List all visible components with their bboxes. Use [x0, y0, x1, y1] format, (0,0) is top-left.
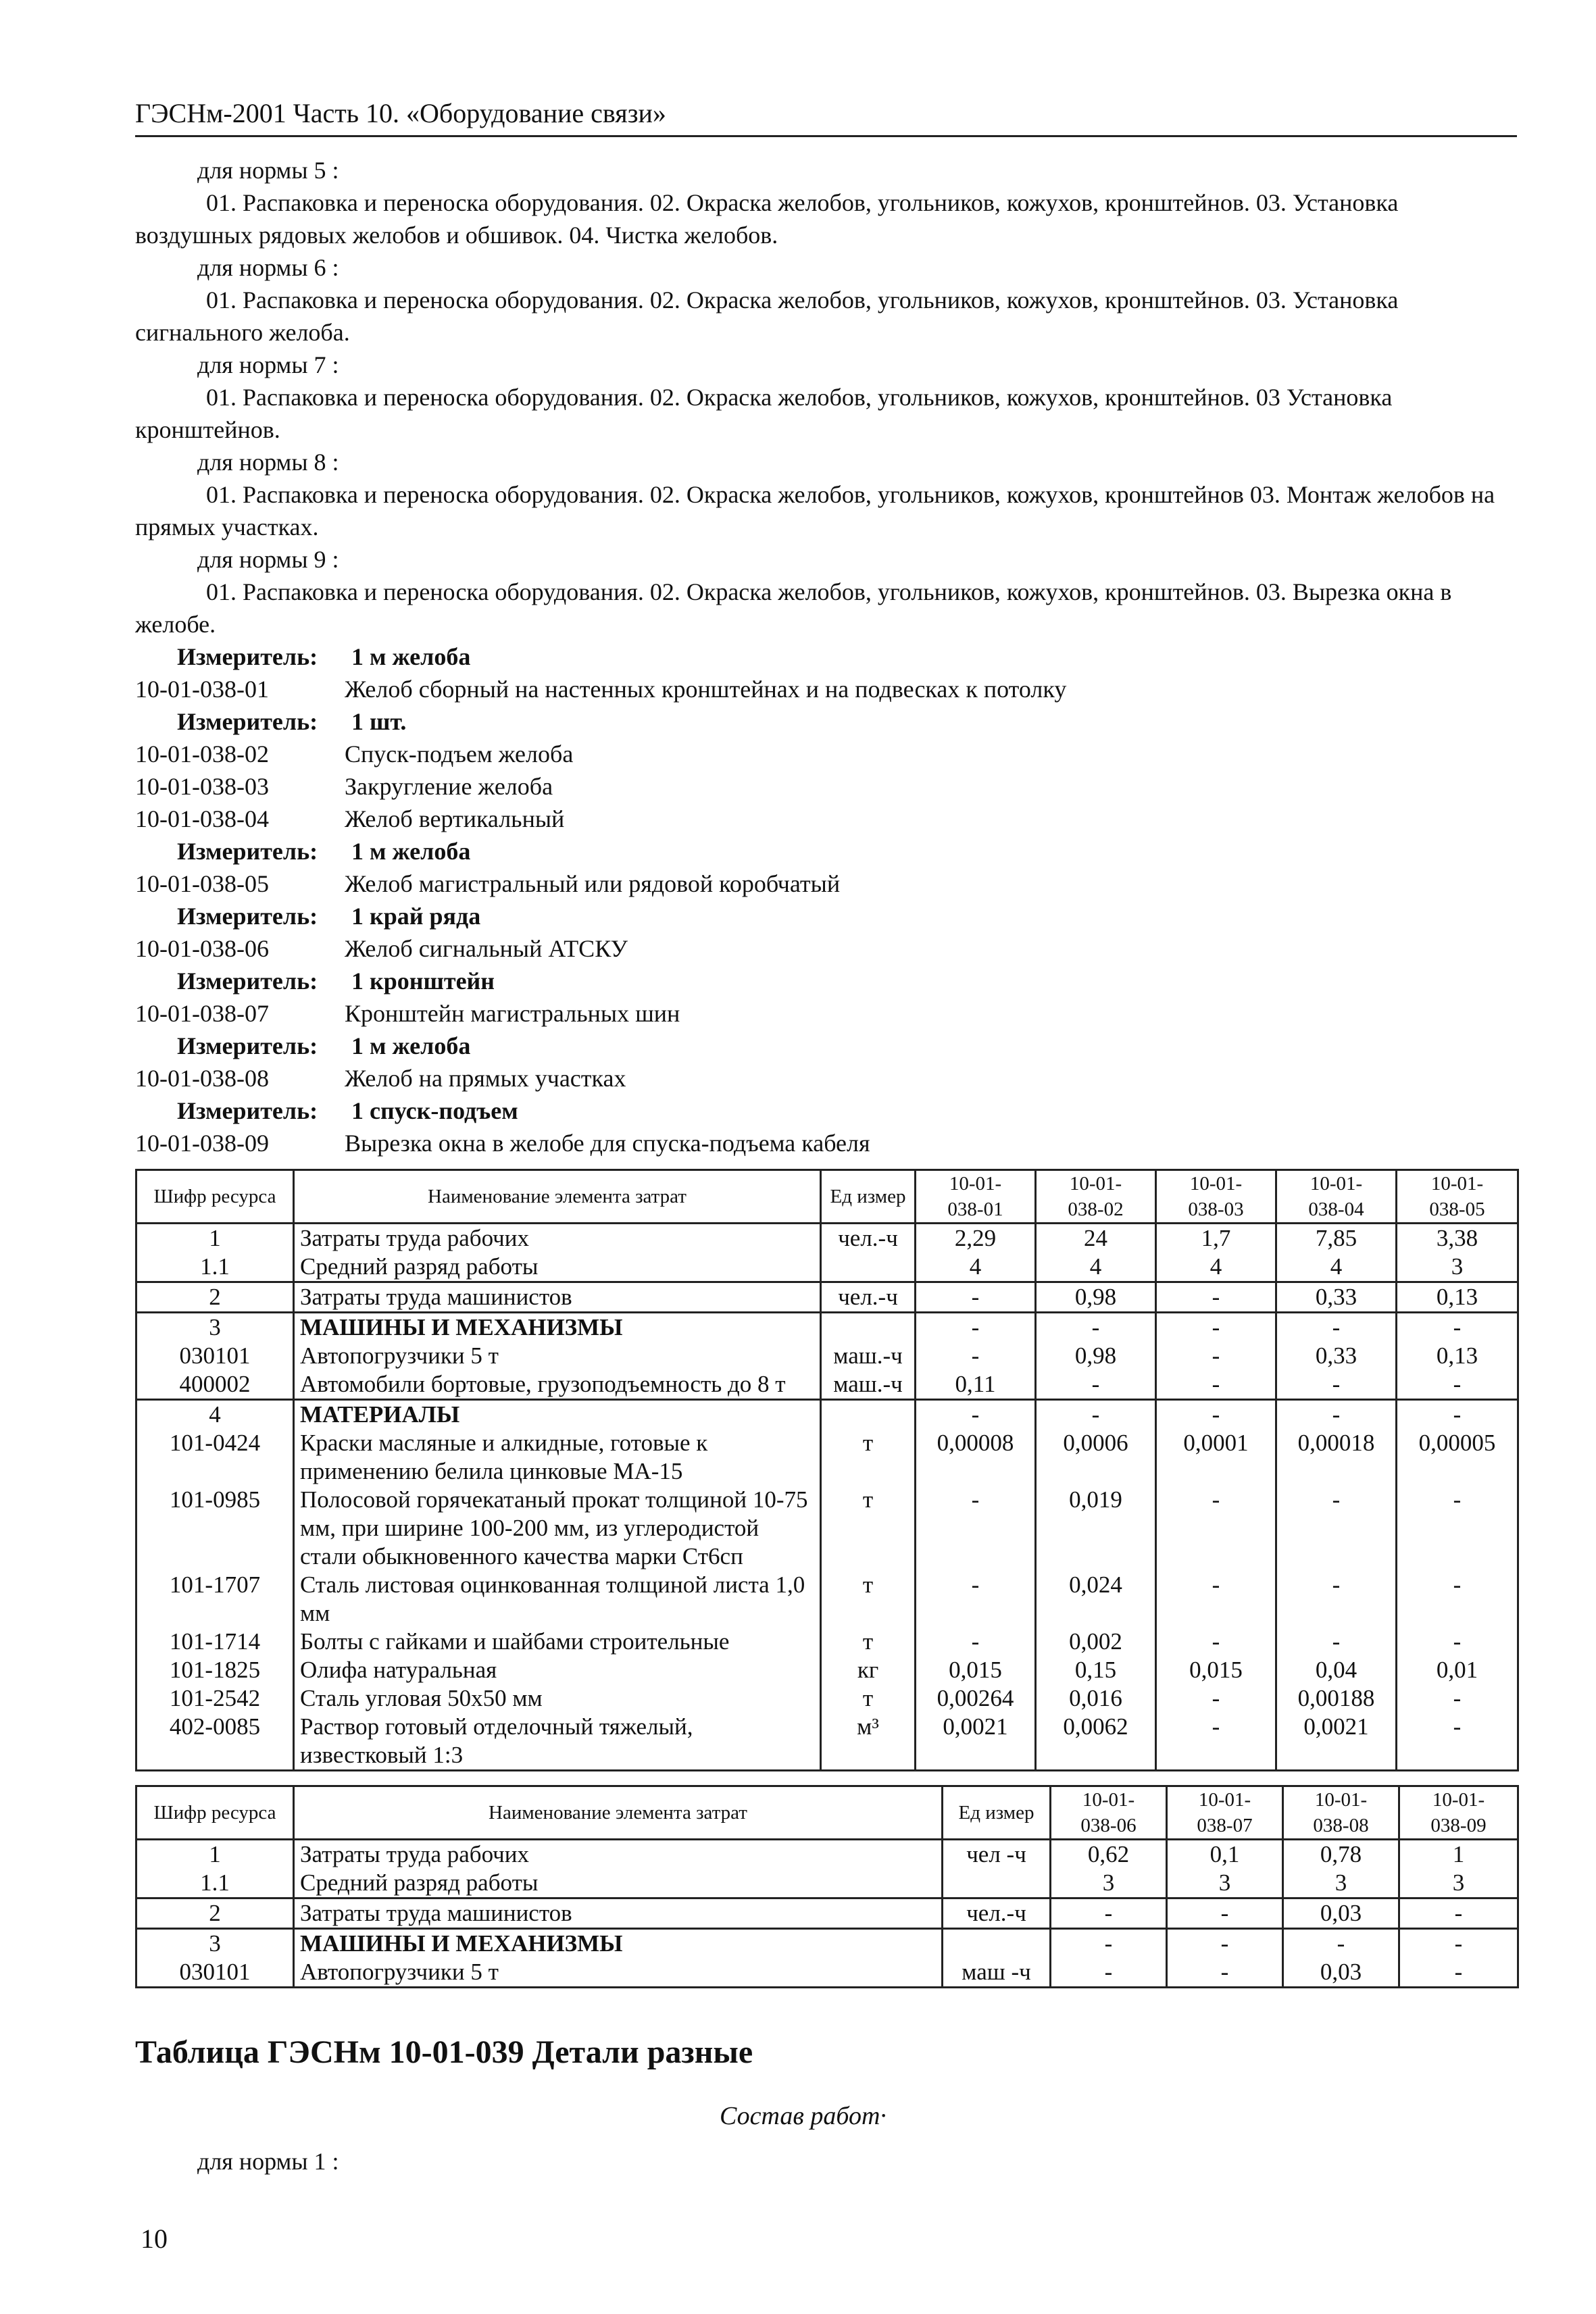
table-cell: 1,7	[1156, 1224, 1276, 1253]
table-cell: -	[1167, 1898, 1283, 1929]
table-cell: -	[1397, 1400, 1518, 1430]
table-cell: 2	[136, 1898, 294, 1929]
table-cell: -	[1051, 1898, 1167, 1929]
table-header-row	[136, 1170, 1518, 1224]
norm-item	[135, 673, 1517, 705]
table-cell: 0,015	[916, 1656, 1036, 1684]
norm-name: Кронштейн магистральных шин	[345, 1000, 680, 1027]
table-cell: -	[1156, 1313, 1276, 1342]
table-row	[136, 1898, 1518, 1929]
column-header: Наименование элемента затрат	[294, 1786, 943, 1840]
table-cell: -	[1397, 1684, 1518, 1713]
table-row	[136, 1571, 1518, 1628]
table-cell: 1	[136, 1224, 294, 1253]
table-cell: 3	[136, 1313, 294, 1342]
measure-list	[135, 640, 1517, 1159]
work-steps: 01. Распаковка и переноска оборудования. 02. Окраска желобов, угольников, кожухов, кронштейнов. 03. Установка воздушных рядовых желобов и обшивок. 04. Чистка желобов.	[135, 189, 1399, 249]
table-row	[136, 1929, 1518, 1959]
norm-code: 10-01-038-03	[135, 773, 269, 800]
table-row	[136, 1713, 1518, 1771]
table-cell: чел.-ч	[821, 1224, 916, 1253]
column-header: Ед измер	[821, 1170, 916, 1224]
column-header: 10-01- 038-06	[1051, 1786, 1167, 1840]
table-row	[136, 1253, 1518, 1282]
table-cell: Краски масляные и алкидные, готовые к применению белила цинковые МА-15	[294, 1429, 821, 1486]
table-cell: 030101	[136, 1342, 294, 1370]
table-row	[136, 1370, 1518, 1400]
measure-unit-row	[135, 640, 1517, 673]
norm-code: 10-01-038-01	[135, 676, 269, 703]
norm-label: для нормы 6 :	[197, 254, 339, 281]
table-cell: Автомобили бортовые, грузоподъемность до 8 т	[294, 1370, 821, 1400]
table-cell: 0,98	[1036, 1282, 1156, 1313]
table-cell: 4	[1276, 1253, 1397, 1282]
norm-item	[135, 997, 1517, 1030]
table-cell: -	[1156, 1400, 1276, 1430]
table-row	[136, 1429, 1518, 1486]
table-cell: 0,03	[1283, 1958, 1399, 1988]
table-cell: 0,33	[1276, 1342, 1397, 1370]
next-table-title: Таблица ГЭСНм 10-01-039 Детали разные	[135, 2034, 753, 2070]
table-row	[136, 1958, 1518, 1988]
table-cell: -	[916, 1342, 1036, 1370]
table-cell: 1	[136, 1840, 294, 1869]
column-header: Шифр ресурса	[136, 1170, 294, 1224]
table-cell: -	[1156, 1486, 1276, 1571]
table-cell: МАШИНЫ И МЕХАНИЗМЫ	[294, 1929, 943, 1959]
column-header: 10-01- 038-05	[1397, 1170, 1518, 1224]
table-cell: т	[821, 1486, 916, 1571]
table-row	[136, 1486, 1518, 1571]
table-cell: 1	[1399, 1840, 1518, 1869]
norm-code: 10-01-038-07	[135, 1000, 269, 1027]
norm-name: Желоб вертикальный	[345, 805, 565, 832]
table-cell: т	[821, 1628, 916, 1656]
column-header: 10-01- 038-02	[1036, 1170, 1156, 1224]
table-cell	[821, 1400, 916, 1430]
table-cell: 0,00188	[1276, 1684, 1397, 1713]
table-cell: чел.-ч	[821, 1282, 916, 1313]
table-cell: -	[1051, 1958, 1167, 1988]
table-cell: чел.-ч	[943, 1898, 1051, 1929]
table-cell: -	[1051, 1929, 1167, 1959]
norm-label: для нормы 5 :	[197, 157, 339, 184]
table-cell: 0,015	[1156, 1656, 1276, 1684]
column-header: Ед измер	[943, 1786, 1051, 1840]
table-cell	[943, 1869, 1051, 1898]
table-cell: 0,00264	[916, 1684, 1036, 1713]
table-cell: 3	[1167, 1869, 1283, 1898]
table-cell: 0,0001	[1156, 1429, 1276, 1486]
measure-label: Измеритель:	[177, 838, 318, 865]
table-cell: Затраты труда рабочих	[294, 1840, 943, 1869]
table-cell: -	[916, 1628, 1036, 1656]
work-steps: 01. Распаковка и переноска оборудования. 02. Окраска желобов, угольников, кожухов, кронштейнов 03. Монтаж желобов на прямых участках.	[135, 481, 1495, 540]
table-cell: 101-1825	[136, 1656, 294, 1684]
table-cell: -	[1276, 1571, 1397, 1628]
table-row	[136, 1342, 1518, 1370]
table-row	[136, 1684, 1518, 1713]
table-cell: кг	[821, 1656, 916, 1684]
table-cell: 0,13	[1397, 1282, 1518, 1313]
measure-unit-row	[135, 1095, 1517, 1127]
table-cell: 3	[1283, 1869, 1399, 1898]
resource-table-1	[135, 1169, 1519, 1771]
norm-item	[135, 1127, 1517, 1159]
table-cell: -	[1156, 1370, 1276, 1400]
measure-unit: 1 м желоба	[351, 643, 471, 670]
norm-name: Спуск-подъем желоба	[345, 740, 574, 768]
norm-label: для нормы 8 :	[197, 449, 339, 476]
table-cell: -	[1156, 1342, 1276, 1370]
table-cell: 400002	[136, 1370, 294, 1400]
table-cell: 4	[136, 1400, 294, 1430]
norm-item	[135, 770, 1517, 803]
measure-unit-row	[135, 705, 1517, 738]
measure-label: Измеритель:	[177, 643, 318, 670]
table-cell: -	[916, 1486, 1036, 1571]
table-cell: 3	[136, 1929, 294, 1959]
table-cell: Сталь угловая 50х50 мм	[294, 1684, 821, 1713]
norm-code: 10-01-038-02	[135, 740, 269, 768]
table-cell: -	[1156, 1684, 1276, 1713]
table-cell: 4	[1036, 1253, 1156, 1282]
table-row	[136, 1400, 1518, 1430]
table-cell	[943, 1929, 1051, 1959]
table-cell: -	[1156, 1571, 1276, 1628]
table-cell: 4	[1156, 1253, 1276, 1282]
table-cell: -	[1397, 1486, 1518, 1571]
table-cell: -	[1167, 1929, 1283, 1959]
table-cell: 1.1	[136, 1253, 294, 1282]
table-cell: Раствор готовый отделочный тяжелый, известковый 1:3	[294, 1713, 821, 1771]
table-cell: 0,78	[1283, 1840, 1399, 1869]
measure-unit: 1 м желоба	[351, 838, 471, 865]
measure-unit: 1 шт.	[351, 708, 407, 735]
measure-unit: 1 край ряда	[351, 903, 481, 930]
norm-item	[135, 803, 1517, 835]
table-cell: 24	[1036, 1224, 1156, 1253]
table-row	[136, 1869, 1518, 1898]
table-header-row	[136, 1786, 1518, 1840]
table-cell: -	[1156, 1282, 1276, 1313]
table-cell: т	[821, 1571, 916, 1628]
measure-label: Измеритель:	[177, 1097, 318, 1124]
table-cell: 0,002	[1036, 1628, 1156, 1656]
table-cell: -	[1276, 1370, 1397, 1400]
table-cell: 0,00008	[916, 1429, 1036, 1486]
table-cell: -	[1399, 1898, 1518, 1929]
table-cell: 3	[1051, 1869, 1167, 1898]
table-cell: 2	[136, 1282, 294, 1313]
measure-unit: 1 кронштейн	[351, 967, 495, 995]
norm-name: Желоб сигнальный АТСКУ	[345, 935, 628, 962]
table-cell: -	[1156, 1628, 1276, 1656]
column-header: Наименование элемента затрат	[294, 1170, 821, 1224]
measure-label: Измеритель:	[177, 708, 318, 735]
table-cell: 0,024	[1036, 1571, 1156, 1628]
table-cell: -	[1399, 1929, 1518, 1959]
norm-code: 10-01-038-09	[135, 1130, 269, 1157]
table-cell: -	[1397, 1713, 1518, 1771]
table-cell: 101-0424	[136, 1429, 294, 1486]
table-cell: -	[1036, 1313, 1156, 1342]
table-cell: маш.-ч	[821, 1342, 916, 1370]
table-cell: -	[1156, 1713, 1276, 1771]
column-header: 10-01- 038-09	[1399, 1786, 1518, 1840]
norm-label: для нормы 7 :	[197, 351, 339, 378]
norm-item	[135, 738, 1517, 770]
table-cell: 030101	[136, 1958, 294, 1988]
table-cell: -	[916, 1400, 1036, 1430]
table-cell: -	[916, 1313, 1036, 1342]
table-cell: 0,1	[1167, 1840, 1283, 1869]
table-cell: -	[916, 1571, 1036, 1628]
resource-table-2	[135, 1785, 1519, 1988]
table-cell: -	[1167, 1958, 1283, 1988]
table-cell: 402-0085	[136, 1713, 294, 1771]
table-cell: 0,01	[1397, 1656, 1518, 1684]
table-row	[136, 1313, 1518, 1342]
table-cell: 0,00005	[1397, 1429, 1518, 1486]
table-cell: т	[821, 1429, 916, 1486]
measure-unit: 1 м желоба	[351, 1032, 471, 1059]
column-header: 10-01- 038-01	[916, 1170, 1036, 1224]
table-cell: Полосовой горячекатаный прокат толщиной 10-75 мм, при ширине 100-200 мм, из углеродистой стали обыкновенного качества марки Ст6сп	[294, 1486, 821, 1571]
table-cell: 101-1714	[136, 1628, 294, 1656]
norm-name: Желоб на прямых участках	[345, 1065, 626, 1092]
table-cell: -	[1276, 1628, 1397, 1656]
table-cell: Затраты труда рабочих	[294, 1224, 821, 1253]
norm-item	[135, 867, 1517, 900]
table-cell: Автопогрузчики 5 т	[294, 1342, 821, 1370]
norm-name: Желоб магистральный или рядовой коробчатый	[345, 870, 841, 897]
table-cell: чел -ч	[943, 1840, 1051, 1869]
measure-label: Измеритель:	[177, 903, 318, 930]
work-steps: 01. Распаковка и переноска оборудования. 02. Окраска желобов, угольников, кожухов, кронштейнов. 03. Установка сигнального желоба.	[135, 286, 1399, 346]
table-row	[136, 1224, 1518, 1253]
norm-name: Вырезка окна в желобе для спуска-подъема кабеля	[345, 1130, 870, 1157]
table-cell: 3	[1399, 1869, 1518, 1898]
table-cell: -	[1036, 1370, 1156, 1400]
table-cell: 0,019	[1036, 1486, 1156, 1571]
table-cell: 0,33	[1276, 1282, 1397, 1313]
table-cell: -	[1397, 1313, 1518, 1342]
composition-heading: Состав работ·	[720, 2102, 887, 2130]
table-cell: 0,0062	[1036, 1713, 1156, 1771]
norm-label: для нормы 9 :	[197, 546, 339, 573]
table-row	[136, 1840, 1518, 1869]
table-cell: Болты с гайками и шайбами строительные	[294, 1628, 821, 1656]
table-cell: 0,00018	[1276, 1429, 1397, 1486]
table-cell: Олифа натуральная	[294, 1656, 821, 1684]
norm-code: 10-01-038-06	[135, 935, 269, 962]
measure-unit-row	[135, 835, 1517, 867]
table-cell: 0,11	[916, 1370, 1036, 1400]
table-cell: -	[1399, 1958, 1518, 1988]
next-norm-label: для нормы 1 :	[197, 2148, 339, 2175]
table-cell: т	[821, 1684, 916, 1713]
table-cell: 0,0006	[1036, 1429, 1156, 1486]
table-cell: МАТЕРИАЛЫ	[294, 1400, 821, 1430]
table-cell: 0,98	[1036, 1342, 1156, 1370]
column-header: 10-01- 038-07	[1167, 1786, 1283, 1840]
measure-label: Измеритель:	[177, 967, 318, 995]
table-cell	[821, 1313, 916, 1342]
table-cell: Сталь листовая оцинкованная толщиной листа 1,0 мм	[294, 1571, 821, 1628]
table-row	[136, 1282, 1518, 1313]
column-header: Шифр ресурса	[136, 1786, 294, 1840]
measure-unit: 1 спуск-подъем	[351, 1097, 518, 1124]
page-number: 10	[141, 2223, 168, 2254]
norm-code: 10-01-038-04	[135, 805, 269, 832]
table-cell: 101-0985	[136, 1486, 294, 1571]
table-cell: 0,04	[1276, 1656, 1397, 1684]
page-header: ГЭСНм-2001 Часть 10. «Оборудование связи»	[135, 95, 1517, 137]
table-cell: -	[1283, 1929, 1399, 1959]
table-cell: 0,03	[1283, 1898, 1399, 1929]
norm-code: 10-01-038-08	[135, 1065, 269, 1092]
table-cell: 0,0021	[916, 1713, 1036, 1771]
table-cell: Затраты труда машинистов	[294, 1282, 821, 1313]
table-cell: 101-1707	[136, 1571, 294, 1628]
table-cell: 7,85	[1276, 1224, 1397, 1253]
table-cell: -	[916, 1282, 1036, 1313]
norm-item	[135, 1062, 1517, 1095]
table-cell: 1.1	[136, 1869, 294, 1898]
norm-code: 10-01-038-05	[135, 870, 269, 897]
table-cell: маш -ч	[943, 1958, 1051, 1988]
table-cell: -	[1276, 1486, 1397, 1571]
table-cell: Автопогрузчики 5 т	[294, 1958, 943, 1988]
table-cell: Средний разряд работы	[294, 1253, 821, 1282]
document-body	[135, 154, 1517, 1159]
table-cell: 4	[916, 1253, 1036, 1282]
table-cell: маш.-ч	[821, 1370, 916, 1400]
measure-unit-row	[135, 965, 1517, 997]
table-cell: Затраты труда машинистов	[294, 1898, 943, 1929]
table-cell: -	[1397, 1628, 1518, 1656]
column-header: 10-01- 038-03	[1156, 1170, 1276, 1224]
column-header: 10-01- 038-08	[1283, 1786, 1399, 1840]
table-cell	[821, 1253, 916, 1282]
table-cell: 101-2542	[136, 1684, 294, 1713]
work-composition-list	[135, 154, 1517, 640]
table-cell: 0,0021	[1276, 1713, 1397, 1771]
table-cell: -	[1397, 1370, 1518, 1400]
norm-item	[135, 932, 1517, 965]
table-cell: 3,38	[1397, 1224, 1518, 1253]
table-cell: 2,29	[916, 1224, 1036, 1253]
column-header: 10-01- 038-04	[1276, 1170, 1397, 1224]
table-cell: 0,016	[1036, 1684, 1156, 1713]
table-cell: -	[1276, 1400, 1397, 1430]
table-cell: -	[1276, 1313, 1397, 1342]
norm-name: Желоб сборный на настенных кронштейнах и на подвесках к потолку	[345, 676, 1067, 703]
table-cell: 0,62	[1051, 1840, 1167, 1869]
work-steps: 01. Распаковка и переноска оборудования. 02. Окраска желобов, угольников, кожухов, кронштейнов. 03 Установка кронштейнов.	[135, 384, 1393, 443]
norm-name: Закругление желоба	[345, 773, 553, 800]
measure-unit-row	[135, 1030, 1517, 1062]
table-row	[136, 1628, 1518, 1656]
work-steps: 01. Распаковка и переноска оборудования. 02. Окраска желобов, угольников, кожухов, кронштейнов. 03. Вырезка окна в желобе.	[135, 578, 1452, 638]
measure-label: Измеритель:	[177, 1032, 318, 1059]
table-cell: Средний разряд работы	[294, 1869, 943, 1898]
table-cell: -	[1397, 1571, 1518, 1628]
table-cell: м³	[821, 1713, 916, 1771]
table-cell: 0,13	[1397, 1342, 1518, 1370]
measure-unit-row	[135, 900, 1517, 932]
table-cell: -	[1036, 1400, 1156, 1430]
table-row	[136, 1656, 1518, 1684]
table-cell: 3	[1397, 1253, 1518, 1282]
table-cell: 0,15	[1036, 1656, 1156, 1684]
table-cell: МАШИНЫ И МЕХАНИЗМЫ	[294, 1313, 821, 1342]
